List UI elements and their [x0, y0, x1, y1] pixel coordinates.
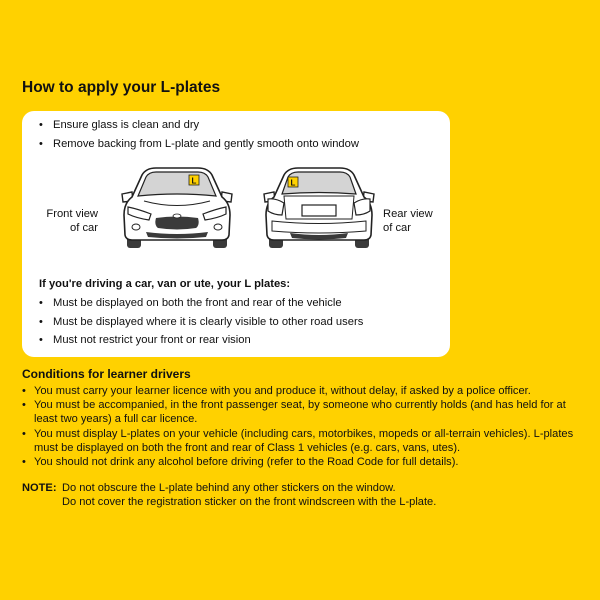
condition-item: • You should not drink any alcohol before driving (refer to the Road Code for full details).: [22, 455, 590, 469]
rule-item: • Must be displayed on both the front and rear of the vehicle: [39, 294, 363, 313]
step-item: • Remove backing from L-plate and gently smooth onto window: [39, 135, 359, 154]
rear-view-caption: Rear view of car: [383, 208, 433, 234]
note-line: Do not cover the registration sticker on the front windscreen with the L-plate.: [62, 496, 437, 508]
page-title: How to apply your L-plates: [22, 79, 221, 96]
car-front-illustration: [116, 165, 238, 251]
instructions-card: [22, 111, 450, 357]
conditions-list: [22, 384, 590, 469]
l-plate-letter: L: [191, 176, 197, 186]
note-line: Do not obscure the L-plate behind any other stickers on the window.: [62, 482, 396, 494]
condition-item: • You must display L-plates on your vehicle (including cars, motorbikes, mopeds or all-terrain vehicles). L-plates must be displayed on both the front and rear of Class 1 vehicles (e.g. cars, vans, utes).: [22, 427, 590, 455]
application-steps: [39, 116, 359, 153]
step-item: • Ensure glass is clean and dry: [39, 116, 359, 135]
car-rear-illustration: [260, 165, 378, 251]
condition-item: • You must be accompanied, in the front passenger seat, by someone who currently holds (and has held for at least two years) a full car licence.: [22, 398, 590, 426]
front-view-caption: Front view of car: [46, 208, 98, 234]
driving-rules: [39, 294, 363, 350]
note-label: NOTE:: [22, 482, 57, 494]
conditions-heading: Conditions for learner drivers: [22, 367, 191, 381]
rule-item: • Must not restrict your front or rear vision: [39, 331, 363, 350]
l-plate-letter: L: [290, 178, 296, 188]
driving-heading: If you're driving a car, van or ute, your L plates:: [39, 278, 291, 290]
condition-item: • You must carry your learner licence with you and produce it, without delay, if asked by a police officer.: [22, 384, 590, 398]
rule-item: • Must be displayed where it is clearly visible to other road users: [39, 313, 363, 332]
